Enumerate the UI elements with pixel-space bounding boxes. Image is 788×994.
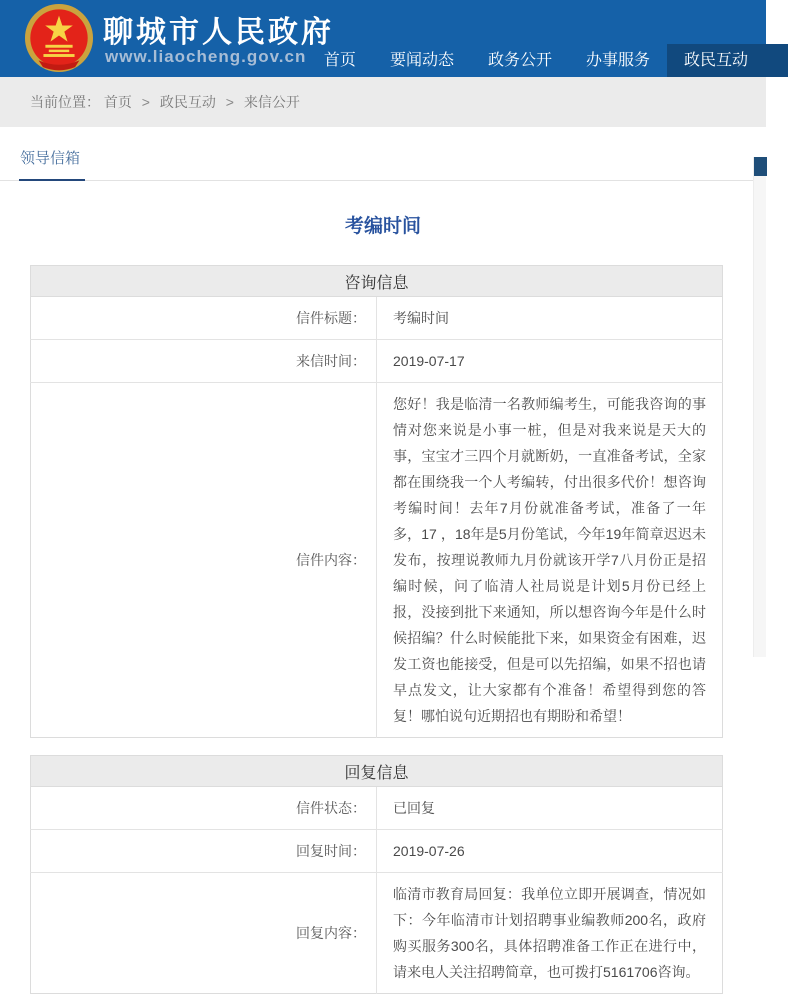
breadcrumb-interaction[interactable]: 政民互动 (159, 94, 216, 110)
reply-section-header (31, 756, 723, 787)
site-url: www.liaocheng.gov.cn (105, 47, 307, 66)
letter-status-label: 信件状态： (31, 787, 377, 830)
table-row (31, 383, 723, 738)
nav-item-home[interactable]: 首页 (323, 52, 356, 69)
site-header (0, 0, 766, 77)
nav-item-services[interactable]: 办事服务 (585, 52, 650, 69)
letter-title-value: 考编时间 (377, 297, 723, 340)
nav-item-interaction[interactable]: 政民互动 (667, 44, 788, 77)
table-row (31, 297, 723, 340)
table-row (31, 830, 723, 873)
table-row (31, 873, 723, 994)
reply-table (30, 755, 723, 994)
national-emblem-icon (24, 3, 94, 73)
reply-date-value: 2019-07-26 (377, 830, 723, 873)
reply-content-label: 回复内容： (31, 873, 377, 994)
letter-title-label: 信件标题： (31, 297, 377, 340)
breadcrumb-letters[interactable]: 来信公开 (243, 94, 300, 110)
letter-date-label: 来信时间： (31, 340, 377, 383)
letter-content-value: 您好！我是临清一名教师编考生，可能我咨询的事情对您来说是小事一桩，但是对我来说是天大的事，宝宝才三四个月就断奶，一直准备考试，全家都在围绕我一个人考编转，付出很多代价！想咨询考编时间！去年7月份就准备考试，准备了一年多，17 ，18年是5月份笔试，今年19年简章迟迟未发布，按理说教师九月份就该开学7八月份正是招编时候，问了临清人社局说是计划5月份已经上报，没接到批下来通知，所以想咨询今年是什么时候招编？什么时候能批下来，如果资金有困难，迟发工资也能接受，但是可以先招编，如果不招也请早点发文，让大家都有个准备！希望得到您的答复！哪怕说句近期招也有期盼和希望！ (377, 383, 723, 738)
letter-status-value: 已回复 (377, 787, 723, 830)
tab-bar (0, 147, 766, 181)
main-nav (307, 44, 788, 77)
page-title: 考编时间 (344, 216, 421, 237)
main-content (0, 147, 766, 994)
table-row (31, 340, 723, 383)
breadcrumb-home[interactable]: 首页 (103, 94, 132, 110)
site-title: 聊城市人民政府 (103, 16, 334, 49)
nav-item-news[interactable]: 要闻动态 (389, 52, 454, 69)
reply-content-value: 临清市教育局回复：我单位立即开展调查，情况如下：今年临清市计划招聘事业编教师200名，政府购买服务300名，具体招聘准备工作正在进行中，请来电人关注招聘简章，也可拨打5161706咨询。 (377, 873, 723, 994)
breadcrumb-separator: > (141, 94, 150, 110)
nav-item-gov-open[interactable]: 政务公开 (487, 52, 552, 69)
side-panel-handle[interactable] (754, 157, 767, 176)
inquiry-table (30, 265, 723, 738)
reply-date-label: 回复时间： (31, 830, 377, 873)
floating-side-panel[interactable] (753, 157, 766, 657)
reply-section-title: 回复信息 (31, 756, 723, 787)
inquiry-section-title: 咨询信息 (31, 266, 723, 297)
letter-content-label: 信件内容： (31, 383, 377, 738)
breadcrumb-prefix: 当前位置： (30, 94, 100, 110)
tab-leader-mailbox[interactable]: 领导信箱 (19, 147, 85, 181)
breadcrumb-separator: > (225, 94, 234, 110)
table-row (31, 787, 723, 830)
breadcrumb (0, 77, 766, 127)
letter-date-value: 2019-07-17 (377, 340, 723, 383)
inquiry-section-header (31, 266, 723, 297)
